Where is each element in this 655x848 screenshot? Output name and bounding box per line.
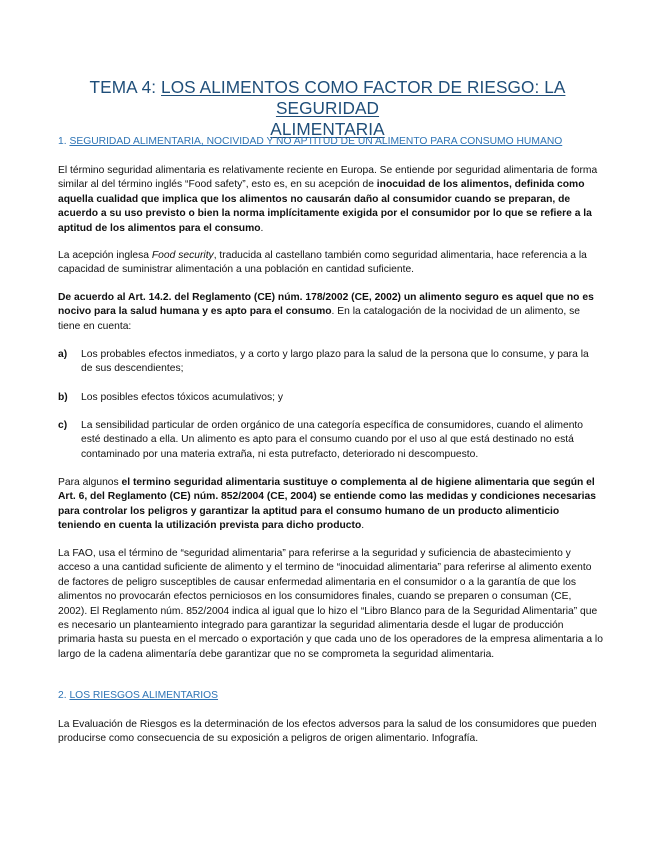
document-title	[40, 77, 615, 140]
title-line-1: LOS ALIMENTOS COMO FACTOR DE RIESGO: LA SEGURIDAD	[161, 77, 566, 118]
section-1-title: SEGURIDAD ALIMENTARIA, NOCIVIDAD Y NO APTITUD DE UN ALIMENTO PARA CONSUMO HUMANO	[69, 136, 563, 147]
paragraph-3-text: . En la catalogación de la nocividad de un alimento, se tiene en cuenta:	[58, 306, 580, 332]
section-2-heading	[58, 689, 603, 703]
section-2-title: LOS RIESGOS ALIMENTARIOS	[69, 690, 219, 701]
paragraph-2-rest: , traducida al castellano también como seguridad alimentaria, hace referencia a la capacidad de suministrar alimentación a una población en cantidad suficiente.	[58, 250, 587, 276]
paragraph-regulation-178	[58, 291, 603, 334]
title-line-2: ALIMENTARIA	[270, 119, 385, 139]
paragraph-3-bold: De acuerdo al Art. 14.2. del Reglamento (CE) núm. 178/2002 (CE, 2002) un alimento seguro es aquel que no es nocivo para la salud humana y es apto para el consumo	[58, 292, 594, 318]
paragraph-1-bold: inocuidad de los alimentos, definida como aquella cualidad que implica que los alimentos no causarán daño al consumidor cuando se preparan, de acuerdo a su uso previsto o bien la norma implícitamente exigida por el consumidor por lo que se refiere a la aptitud de los alimentos para el consumo	[58, 179, 592, 234]
section-2-number: 2.	[58, 690, 70, 701]
list-item-c	[58, 419, 603, 462]
list-item-a	[58, 348, 603, 377]
paragraph-risk-evaluation	[58, 718, 603, 747]
paragraph-1-end: .	[260, 222, 264, 234]
paragraph-4-end: .	[361, 520, 365, 532]
paragraph-4-bold: el termino seguridad alimentaria sustituye o complementa al de higiene alimentaria que según el Art. 6, del Reglamento (CE) núm. 852/2004 (CE, 2004) se entiende como las medidas y condiciones necesarias para controlar los peligros y garantizar la aptitud para el consumo humano de un producto alimenticio teniendo en cuenta la utilización prevista para dicho producto	[58, 477, 596, 532]
list-marker: a)	[58, 349, 68, 360]
list-marker: b)	[58, 392, 68, 403]
list-item-text: Los probables efectos inmediatos, y a corto y largo plazo para la salud de la persona que lo consume, y para la de sus descendientes;	[81, 349, 589, 375]
paragraph-food-hygiene	[58, 476, 603, 534]
paragraph-2-text: La acepción inglesa	[58, 250, 152, 261]
paragraph-2-italic: Food security	[151, 250, 214, 261]
paragraph-6-text: La Evaluación de Riesgos es la determinación de los efectos adversos para la salud de los consumidores que pueden producirse como consecuencia de su exposición a peligros de origen alimentario. Infografía.	[58, 719, 597, 745]
paragraph-1-text: El término seguridad alimentaria es relativamente reciente en Europa. Se entiende por seguridad alimentaria de forma similar al del término inglés “Food safety”, esto es, en su acepción de	[58, 165, 598, 191]
list-item-text: Los posibles efectos tóxicos acumulativos; y	[81, 392, 284, 403]
list-item-text: La sensibilidad particular de orden orgánico de una categoría específica de consumidores, cuando el alimento esté destinado a ella. Un alimento es apto para el consumo cuando por el uso al que está destinado no está contaminado por una materia extraña, ni esta putrefacto, deteriorado ni descompuesto.	[81, 420, 584, 460]
section-1-number: 1.	[58, 136, 70, 147]
paragraph-4-text: Para algunos	[58, 477, 122, 488]
title-prefix: TEMA 4:	[89, 77, 162, 97]
list-item-b	[58, 391, 603, 405]
paragraph-food-safety	[58, 164, 603, 236]
paragraph-fao	[58, 547, 603, 662]
paragraph-food-security	[58, 249, 603, 278]
section-1-heading	[58, 135, 603, 149]
list-marker: c)	[58, 420, 68, 431]
paragraph-5-text: La FAO, usa el término de “seguridad alimentaria” para referirse a la seguridad y suficiencia de abastecimiento y acceso a una cantidad suficiente de alimento y el termino de “inocuidad alimentaria” para referirse al alimento exento de factores de peligro susceptibles de causar enfermedad alimentaria en el consumidor o a la garantía de que los alimentos no provocarán efectos perniciosos en los consumidores finales, cuando se preparen o consuman (CE, 2002). El Reglamento núm. 852/2004 indica al igual que lo hizo el “Libro Blanco para de la Seguridad Alimentaria” que es necesario un planteamiento integrado para garantizar la seguridad alimentaria desde el lugar de producción primaria hasta su puesta en el mercado o exportación y que cada uno de los operadores de la empresa alimentaria a lo largo de la cadena alimentaría debe garantizar que no se comprometa la seguridad alimentaria.	[58, 548, 603, 660]
